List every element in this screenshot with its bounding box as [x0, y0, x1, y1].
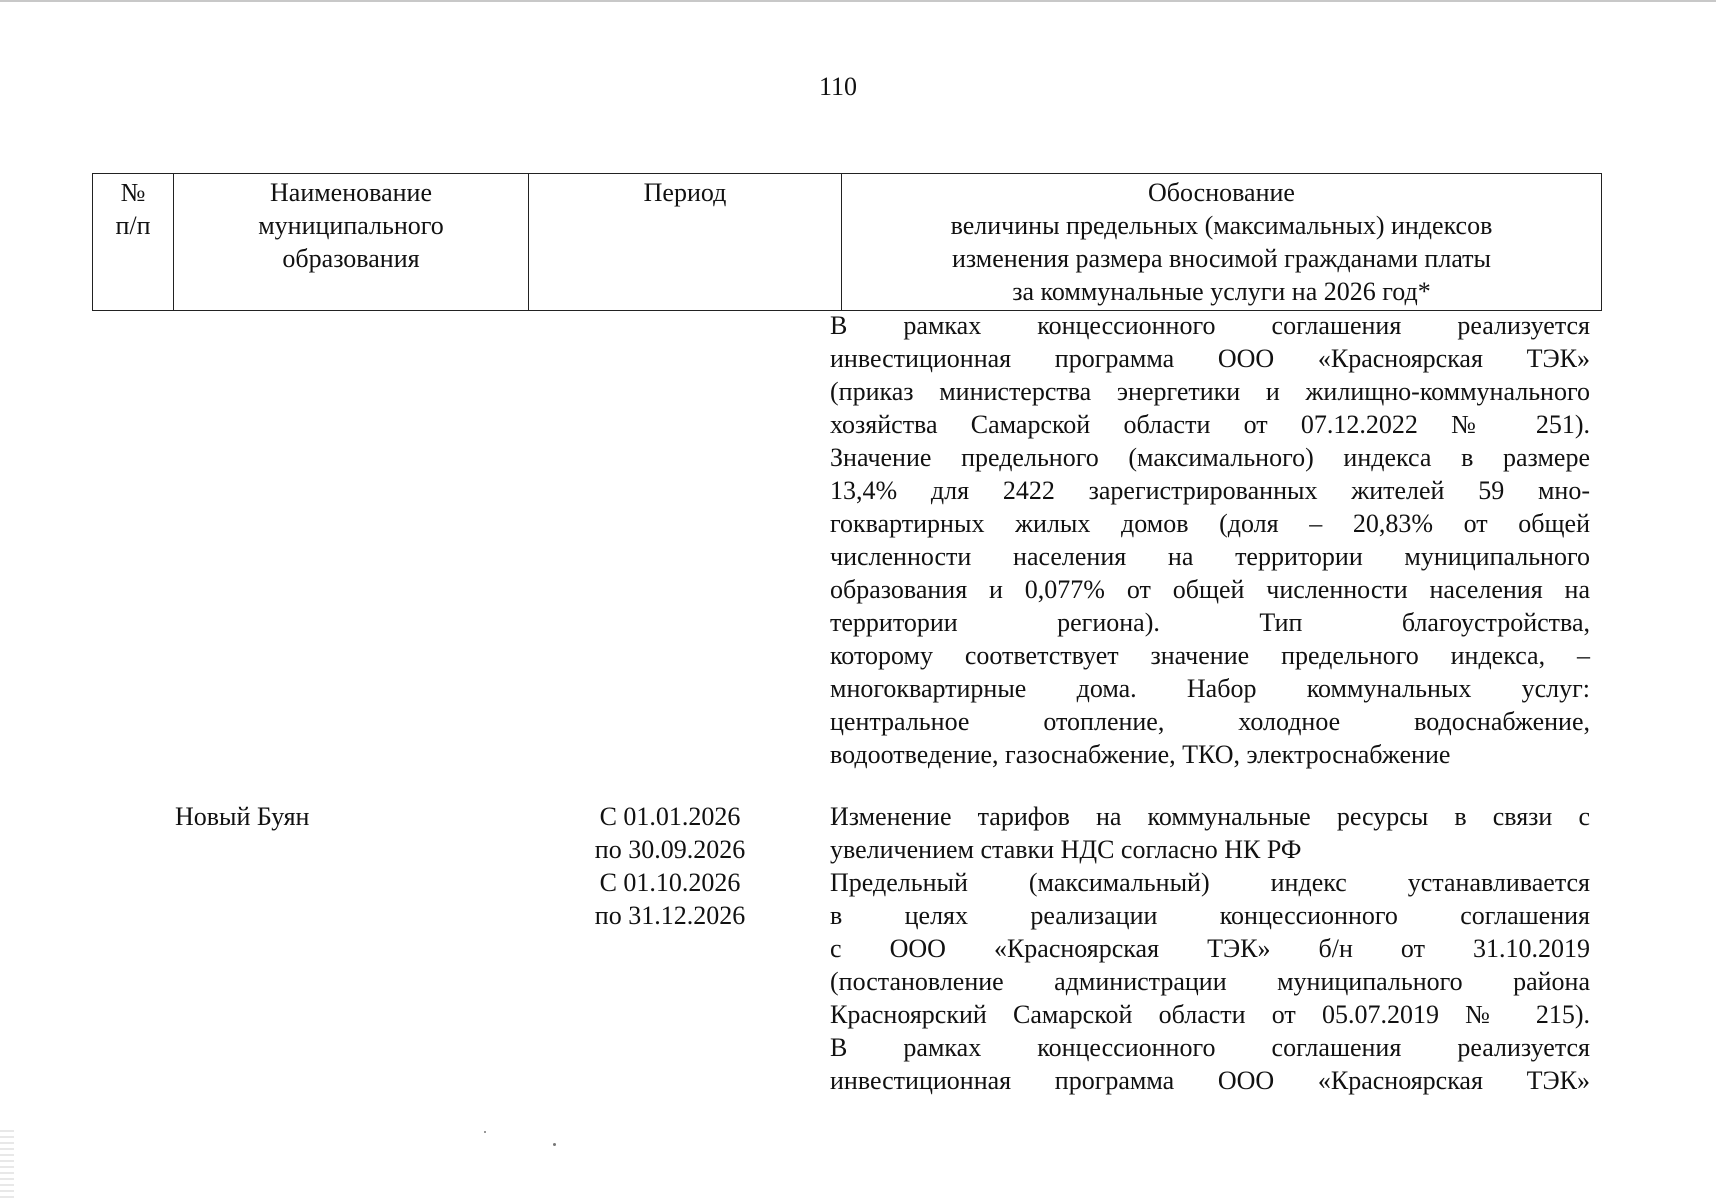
header-col-justification [842, 174, 1602, 311]
justification-line: В рамках концессионного соглашения реализуется [830, 1033, 1590, 1062]
justification-line: Значение предельного (максимального) индекса в размере [830, 443, 1590, 472]
period-line: С 01.01.2026 [599, 802, 741, 831]
justification-line: (постановление администрации муниципального района [830, 967, 1590, 996]
justification-line: численности населения на территории муниципального [830, 542, 1590, 571]
justification-line: Красноярский Самарской области от 05.07.2019 № 215). [830, 1000, 1590, 1029]
justification-line: с ООО «Красноярская ТЭК» б/н от 31.10.2019 [830, 934, 1590, 963]
justification-line: хозяйства Самарской области от 07.12.2022 № 251). [830, 410, 1590, 439]
scan-left-edge-artifact [0, 1130, 14, 1200]
header-col-period [529, 174, 842, 311]
header-col-number-line: п/п [115, 211, 151, 240]
justification-line: 13,4% для 2422 зарегистрированных жителей 59 мно- [830, 476, 1590, 505]
justification-line: В рамках концессионного соглашения реализуется [830, 311, 1590, 340]
header-col-municipality-line: образования [282, 244, 420, 273]
table-header [92, 173, 1602, 311]
justification-line: (приказ министерства энергетики и жилищно-коммунального [830, 377, 1590, 406]
justification-line: увеличением ставки НДС согласно НК РФ [830, 835, 1302, 864]
justification-line: территории региона). Тип благоустройства, [830, 608, 1590, 637]
header-col-municipality-line: Наименование [270, 178, 432, 207]
header-col-municipality [174, 174, 529, 311]
header-col-justification-line: изменения размера вносимой гражданами платы [951, 244, 1492, 273]
scan-speck [553, 1143, 556, 1146]
header-col-municipality-line: муниципального [258, 211, 444, 240]
header-col-number [93, 174, 174, 311]
page-number: 110 [818, 72, 858, 101]
header-col-period-line: Период [643, 178, 727, 207]
justification-line: которому соответствует значение предельного индекса, – [830, 641, 1590, 670]
scan-top-edge [0, 0, 1716, 2]
justification-line: многоквартирные дома. Набор коммунальных услуг: [830, 674, 1590, 703]
justification-line: центральное отопление, холодное водоснабжение, [830, 707, 1590, 736]
justification-line: Изменение тарифов на коммунальные ресурсы в связи с [830, 802, 1590, 831]
period-line: С 01.10.2026 [599, 868, 741, 897]
justification-line: водоотведение, газоснабжение, ТКО, электроснабжение [830, 740, 1451, 769]
municipality-name: Новый Буян [175, 802, 310, 831]
header-col-justification-line: величины предельных (максимальных) индексов [950, 211, 1493, 240]
justification-line: образования и 0,077% от общей численности населения на [830, 575, 1590, 604]
justification-line: в целях реализации концессионного соглашения [830, 901, 1590, 930]
justification-line: инвестиционная программа ООО «Красноярская ТЭК» [830, 1066, 1590, 1095]
justification-line: инвестиционная программа ООО «Красноярская ТЭК» [830, 344, 1590, 373]
justification-line: Предельный (максимальный) индекс устанавливается [830, 868, 1590, 897]
period-line: по 30.09.2026 [594, 835, 746, 864]
period-line: по 31.12.2026 [594, 901, 746, 930]
header-col-justification-line: за коммунальные услуги на 2026 год* [1012, 277, 1431, 306]
header-col-number-line: № [120, 178, 146, 207]
scan-speck [484, 1131, 486, 1133]
header-col-justification-line: Обоснование [1148, 178, 1295, 207]
justification-line: гоквартирных жилых домов (доля – 20,83% от общей [830, 509, 1590, 538]
